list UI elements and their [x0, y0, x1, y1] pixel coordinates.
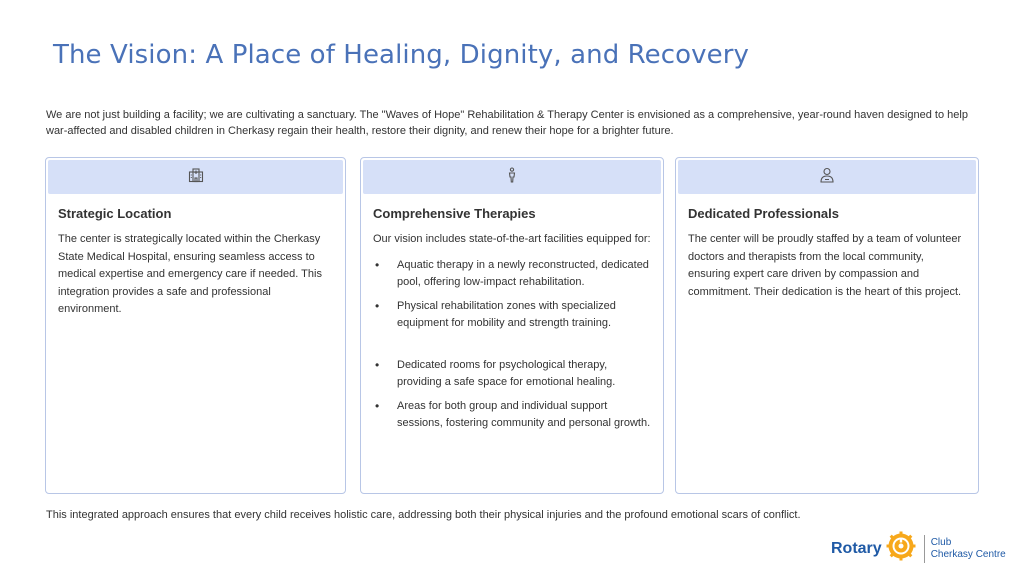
card-text: The center will be proudly staffed by a team of volunteer doctors and therapists from the local community, ensuring expert care driven by compassion and commitment. Their dedication is the heart of this project.: [688, 233, 962, 298]
card-title: Dedicated Professionals: [688, 206, 839, 221]
rotary-wordmark: Rotary: [831, 539, 882, 557]
card-title: Comprehensive Therapies: [373, 206, 536, 221]
card-text: Our vision includes state-of-the-art facilities equipped for:: [373, 233, 651, 245]
club-location: Cherkasy Centre: [930, 548, 1006, 560]
card-title: Strategic Location: [58, 206, 172, 221]
intro-paragraph: We are not just building a facility; we are cultivating a sanctuary. The "Waves of Hope" Rehabilitation & Therapy Center is envisioned as a comprehensive, year-round haven designed to help war-affected and disabled children in Cherkasy regain their health, restore their dignity, and renew their hope for a brighter future.: [46, 109, 968, 137]
list-item: • Aquatic therapy in a newly reconstructed, dedicated pool, offering low-impact rehabilitation.: [373, 257, 651, 292]
list-item: • Physical rehabilitation zones with specialized equipment for mobility and strength training.: [373, 298, 651, 333]
card-header: [363, 160, 661, 194]
club-name: [931, 537, 1006, 561]
rotary-wheel-icon: [882, 531, 916, 566]
doctor-icon: [819, 167, 835, 188]
person-icon: [504, 167, 520, 188]
footer-text: This integrated approach ensures that every child receives holistic care, addressing both their physical injuries and the profound emotional scars of conflict.: [46, 509, 801, 521]
card-dedicated-professionals: [675, 157, 979, 494]
hospital-icon: [188, 167, 204, 188]
club-label: Club: [930, 536, 952, 548]
slide-title: The Vision: A Place of Healing, Dignity, and Recovery: [53, 40, 750, 70]
list-item: • Areas for both group and individual support sessions, fostering community and personal growth.: [373, 398, 651, 433]
card-comprehensive-therapies: [360, 157, 664, 494]
card-text: The center is strategically located within the Cherkasy State Medical Hospital, ensuring seamless access to medical expertise and emergency care if needed. This integration provides a safe and professional environment.: [58, 233, 322, 315]
list-item: • Dedicated rooms for psychological therapy, providing a safe space for emotional healing.: [373, 357, 651, 392]
therapy-list: [373, 257, 651, 433]
card-header: [48, 160, 343, 194]
rotary-logo: [831, 531, 1006, 566]
card-strategic-location: [45, 157, 346, 494]
logo-divider: [924, 535, 925, 563]
card-header: [678, 160, 976, 194]
